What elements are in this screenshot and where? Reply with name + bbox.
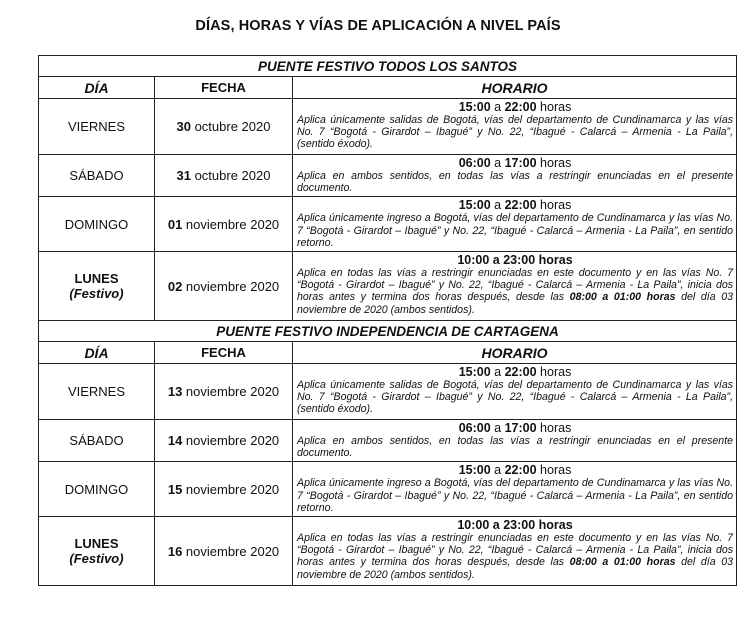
schedule-description: Aplica únicamente ingreso a Bogotá, vías del departamento de Cundinamarca y las vías No. 7 “Bogotá - Girardot – Ibagué” y No. 22, “Ibagué - Calarcá – Armenia - La Paila”, en sentido retorno. [297,212,734,249]
day-cell [39,252,155,321]
schedule-hours [297,198,733,212]
date-month-year: octubre 2020 [190,119,271,134]
date-cell [155,517,293,586]
date-day-number: 14 [167,433,183,449]
header-fecha: FECHA [155,77,293,99]
hours-unit: horas [536,421,572,436]
day-note: (Festivo) [69,551,124,567]
hours-from: 06:00 [458,421,491,436]
schedule-cell [293,252,737,321]
schedule-hours [297,156,733,170]
day-cell [39,155,155,197]
schedule-cell [293,99,737,155]
day-name: DOMINGO [64,481,129,497]
hours-to: 17:00 [504,156,537,170]
header-fecha: FECHA [155,342,293,364]
section-title: PUENTE FESTIVO TODOS LOS SANTOS [39,56,737,77]
hours-from: 15:00 [458,198,491,213]
description-text: Aplica en todas las vías a restringir enunciadas en este documento y en las vías No. 7 “Bogotá - Girardot – Ibagué” y No. 22, “Ibagué - Calarcá – Armenia - La Paila”, inicia dos horas antes y termina dos horas después, desde las [297,532,734,569]
date-cell [155,420,293,462]
day-name: DOMINGO [64,216,129,232]
document-title: DÍAS, HORAS Y VÍAS DE APLICACIÓN A NIVEL PAÍS [195,18,561,34]
description-hours: 08:00 a 01:00 horas [569,556,676,569]
schedule-cell [293,197,737,252]
schedule-row [39,364,737,420]
schedule-description: Aplica en ambos sentidos, en todas las vías a restringir enunciadas en el presente documento. [297,435,734,460]
hours-connector: a [490,198,505,213]
schedule-hours: 10:00 a 23:00 horas [457,518,573,533]
date-day-number: 13 [167,384,183,400]
schedule-description: Aplica únicamente salidas de Bogotá, vías del departamento de Cundinamarca y las vías No. 7 “Bogotá - Girardot – Ibagué” y No. 22, “Ibagué - Calarcá – Armenia - La Paila”, (sentido éxodo). [297,114,734,151]
description-text: Aplica en todas las vías a restringir enunciadas en este documento y en las vías No. 7 “Bogotá - Girardot – Ibagué” y No. 22, “Ibagué - Calarcá – Armenia - La Paila”, inicia dos horas antes y termina dos horas después, desde las [297,267,734,304]
schedule-row [39,99,737,155]
schedule-cell [293,517,737,586]
schedule-row [39,155,737,197]
hours-from: 15:00 [458,100,491,114]
day-cell [39,197,155,252]
date-cell [155,364,293,420]
hours-unit: horas [536,100,572,114]
schedule-row [39,252,737,321]
schedule-description: Aplica únicamente ingreso a Bogotá, vías del departamento de Cundinamarca y las vías No. 7 “Bogotá - Girardot – Ibagué” y No. 22, “Ibagué - Calarcá – Armenia - La Paila”, en sentido retorno. [297,477,734,514]
hours-connector: a [490,156,505,170]
date-month-year: noviembre 2020 [182,481,280,497]
description-text-end: del día 03 noviembre de 2020 (ambos sentidos). [297,291,734,316]
schedule-description [297,532,733,581]
header-row [39,342,737,364]
description-hours: 08:00 a 01:00 horas [569,291,676,304]
section-title-row [39,321,737,342]
schedule-cell [293,462,737,517]
hours-from: 15:00 [458,463,491,478]
schedule-description: Aplica en ambos sentidos, en todas las vías a restringir enunciadas en el presente documento. [297,170,734,195]
section-title-row [39,56,737,77]
hours-unit: horas [536,156,572,170]
day-name: SÁBADO [69,433,124,449]
schedule-hours [297,365,733,379]
date-day-number: 01 [167,216,183,232]
day-note: (Festivo) [69,286,124,302]
header-row [39,77,737,99]
date-month-year: noviembre 2020 [182,278,280,294]
date-month-year: octubre 2020 [190,168,271,184]
hours-connector: a [490,463,505,478]
day-cell [39,462,155,517]
schedule-row [39,462,737,517]
section-title: PUENTE FESTIVO INDEPENDENCIA DE CARTAGENA [39,321,737,342]
schedule-cell [293,364,737,420]
date-month-year: noviembre 2020 [182,543,280,559]
date-month-year: noviembre 2020 [182,384,280,400]
header-horario: HORARIO [293,342,737,364]
header-horario: HORARIO [293,77,737,99]
hours-unit: horas [536,365,572,380]
date-cell [155,99,293,155]
schedule-description [297,267,733,316]
hours-connector: a [490,365,505,380]
schedule-description: Aplica únicamente salidas de Bogotá, vías del departamento de Cundinamarca y las vías No. 7 “Bogotá - Girardot – Ibagué” y No. 22, “Ibagué - Calarcá – Armenia - La Paila”, (sentido éxodo). [297,379,734,416]
date-day-number: 30 [176,119,191,134]
schedule-row [39,197,737,252]
hours-connector: a [490,421,505,436]
hours-to: 22:00 [504,100,537,114]
header-dia: DÍA [39,342,155,364]
schedule-row [39,517,737,586]
hours-to: 22:00 [504,463,537,478]
hours-to: 22:00 [504,198,537,213]
hours-to: 17:00 [504,421,537,436]
hours-from: 15:00 [458,365,491,380]
schedule-hours: 10:00 a 23:00 horas [457,253,573,268]
hours-to: 22:00 [504,365,537,380]
date-cell [155,155,293,197]
header-dia: DÍA [39,77,155,99]
day-name: VIERNES [67,119,126,134]
schedule-hours [297,421,733,435]
day-cell [39,99,155,155]
hours-unit: horas [536,198,572,213]
date-day-number: 02 [167,278,183,294]
schedule-hours [297,463,733,477]
date-cell [155,462,293,517]
day-cell [39,420,155,462]
hours-connector: a [490,100,505,114]
day-name: SÁBADO [69,168,124,184]
schedule-row [39,420,737,462]
schedule-table [38,55,737,586]
date-month-year: noviembre 2020 [182,216,280,232]
date-cell [155,197,293,252]
day-cell [39,517,155,586]
schedule-cell [293,155,737,197]
date-month-year: noviembre 2020 [182,433,280,449]
date-day-number: 16 [167,543,183,559]
date-cell [155,252,293,321]
schedule-cell [293,420,737,462]
schedule-hours [297,100,733,114]
hours-unit: horas [536,463,572,478]
day-name: LUNES [74,271,119,287]
day-name: LUNES [74,536,119,552]
hours-from: 06:00 [458,156,491,170]
date-day-number: 31 [176,168,191,184]
day-name: VIERNES [67,384,126,400]
day-cell [39,364,155,420]
description-text-end: del día 03 noviembre de 2020 (ambos sentidos). [297,556,734,581]
date-day-number: 15 [167,481,183,497]
